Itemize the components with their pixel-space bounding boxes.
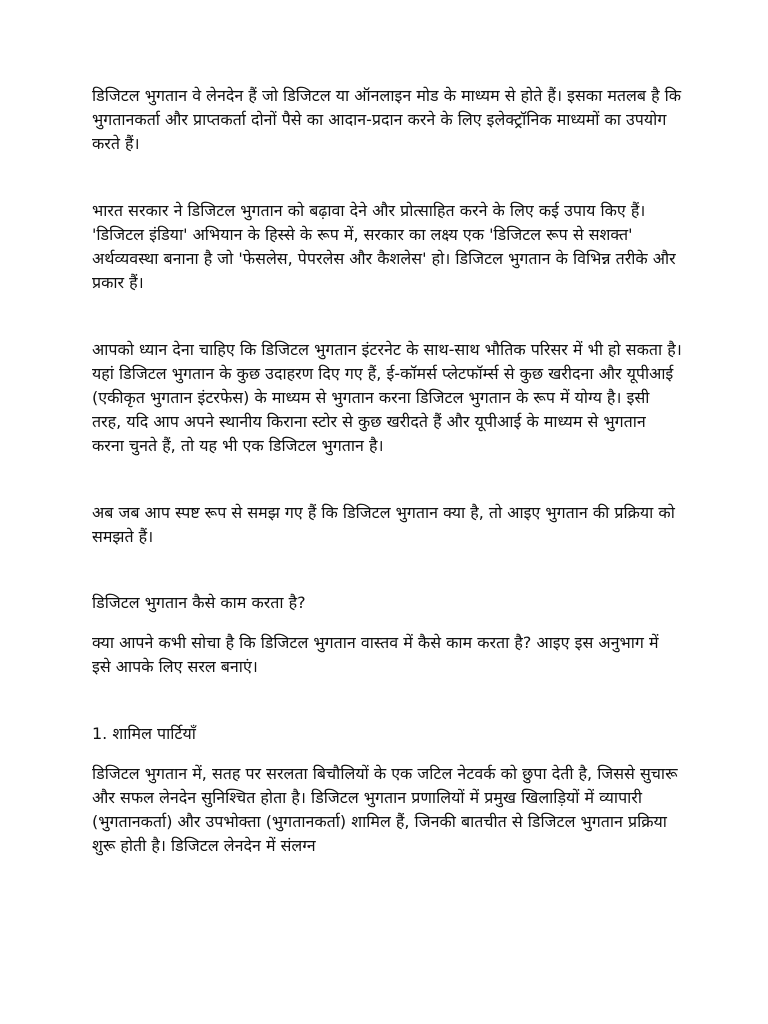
section-heading: डिजिटल भुगतान कैसे काम करता है? xyxy=(92,593,306,612)
paragraph-government: भारत सरकार ने डिजिटल भुगतान को बढ़ावा देने और प्रोत्साहित करने के लिए कई उपाय किए हैं। 'डिजिटल इंडिया' अभियान के हिस्से के रूप में, सरकार का लक्ष्य एक 'डिजिटल रूप से सशक्त' अर्थव्यवस्था बनाना है जो 'फेसलेस, पेपरलेस और कैशलेस' हो। डिजिटल भुगतान के विभिन्न तरीके और प्रकार हैं। xyxy=(92,201,676,292)
document-body xyxy=(92,84,682,901)
list-item-paragraph: डिजिटल भुगतान में, सतह पर सरलता बिचौलियों के एक जटिल नेटवर्क को छुपा देती है, जिससे सुचारू और सफल लेनदेन सुनिश्चित होता है। डिजिटल भुगतान प्रणालियों में प्रमुख खिलाड़ियों में व्यापारी (भुगतानकर्ता) और उपभोक्ता (भुगतानकर्ता) शामिल हैं, जिनकी बातचीत से डिजिटल भुगतान प्रक्रिया शुरू होती है। डिजिटल लेनदेन में संलग्न xyxy=(92,764,678,855)
list-item-heading: 1. शामिल पार्टियाँ xyxy=(92,724,196,743)
section-intro: क्या आपने कभी सोचा है कि डिजिटल भुगतान वास्तव में कैसे काम करता है? आइए इस अनुभाग में इसे आपके लिए सरल बनाएं। xyxy=(92,633,659,676)
paragraph-definition: डिजिटल भुगतान वे लेनदेन हैं जो डिजिटल या ऑनलाइन मोड के माध्यम से होते हैं। इसका मतलब है कि भुगतानकर्ता और प्राप्तकर्ता दोनों पैसे का आदान-प्रदान करने के लिए इलेक्ट्रॉनिक माध्यमों का उपयोग करते हैं। xyxy=(92,86,682,153)
paragraph-transition: अब जब आप स्पष्ट रूप से समझ गए हैं कि डिजिटल भुगतान क्या है, तो आइए भुगतान की प्रक्रिया को समझते हैं। xyxy=(92,503,675,546)
paragraph-examples: आपको ध्यान देना चाहिए कि डिजिटल भुगतान इंटरनेट के साथ-साथ भौतिक परिसर में भी हो सकता है। यहां डिजिटल भुगतान के कुछ उदाहरण दिए गए हैं, ई-कॉमर्स प्लेटफॉर्म्स से कुछ खरीदना और यूपीआई (एकीकृत भुगतान इंटरफेस) के माध्यम से भुगतान करना डिजिटल भुगतान के रूप में योग्य है। इसी तरह, यदि आप अपने स्थानीय किराना स्टोर से कुछ खरीदते हैं और यूपीआई के माध्यम से भुगतान करना चुनते हैं, तो यह भी एक डिजिटल भुगतान है। xyxy=(92,340,682,455)
